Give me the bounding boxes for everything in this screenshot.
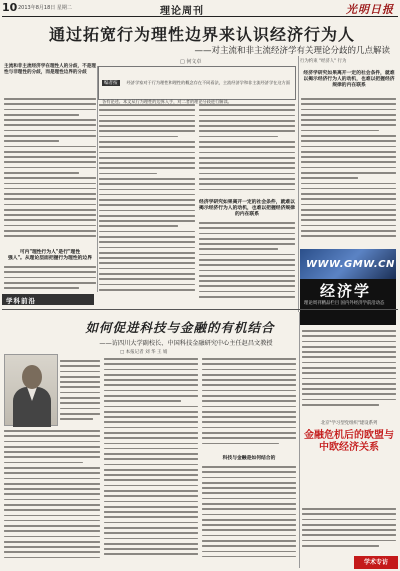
ad-url[interactable]: WWW.GMW.CN (306, 259, 395, 270)
article1-col-1 (4, 98, 96, 248)
date-line: 2013年8月18日 星期二 (18, 5, 72, 11)
page-number: 10 (2, 1, 18, 14)
article1-subtitle-1: 可内"理性行为人"是行"理性 强人"。从理论层面把握行为理性的边界 (7, 250, 93, 261)
ad-title: 经济学 (320, 282, 372, 300)
article1-byline: □ 何文卓 (180, 59, 202, 65)
article1-left-summary (4, 64, 96, 75)
book-ad-label: 北京"学习型党组织"建设系列 (320, 421, 378, 426)
column-banner: 学科前沿 (2, 294, 94, 305)
gmw-economics-ad[interactable] (300, 249, 396, 325)
right-column-heading: 经济学研究如果离开一定的社会条件，就难以揭示经济行为人的动机，也难以把握经济规律的内在联系 (303, 71, 395, 88)
editor-note-box (98, 66, 296, 104)
article1-col-3b (199, 222, 295, 306)
section-title: 理论周刊 (160, 6, 204, 17)
article1-subhead: ——对主流和非主流经济学有关理论分歧的几点解读 (194, 46, 390, 56)
article2-col-4 (302, 330, 396, 416)
interviewee-photo (4, 354, 58, 426)
editor-note-text: 经济学家对于行为理性和理性的概念存在不同看法，主流经济学和非主流经济学在这方面各有论述。本文从行为理性的边界入手，对二者的理论分歧进行解读。 (102, 80, 290, 104)
article2-inner-heading-1: 科技与金融是如何结合的 (222, 456, 276, 461)
right-column-text (301, 98, 396, 246)
masthead (2, 1, 398, 17)
left-summary-text: 主流和非主流经济学在理性人的分歧，不是理性与非理性的分歧，而是理性边界的分歧 (4, 64, 96, 75)
book-ad-title: 金融危机后的欧盟与中欧经济关系 (304, 430, 394, 453)
right-column-snippet: 行为约束 "经济人" 行为 (300, 59, 347, 64)
article2-subhead: ——访四川大学副校长、中国科技金融研究中心主任赵昌文教授 (99, 340, 273, 347)
article1-headline: 通过拓宽行为理性边界来认识经济行为人 (48, 25, 355, 44)
article2-col-2 (104, 358, 198, 568)
article1-col-3 (199, 104, 295, 199)
article2-headline: 如何促进科技与金融的有机结合 (85, 320, 275, 335)
article1-subtitle-2: 经济学研究如果离开一定的社会条件，就难以揭示经济行为人的动机，也难以把握经济规律的内在联系 (199, 200, 295, 217)
article2-col-4b (302, 508, 396, 552)
footer-badge: 学术专访 (354, 556, 398, 569)
article1-col-1b (4, 266, 96, 292)
article2-col-3 (202, 358, 296, 454)
article2-col-1 (4, 430, 100, 568)
article2-col-3b (202, 466, 296, 568)
article2-byline: □ 本报记者 刘 华 王 娟 (120, 350, 168, 355)
ad-subtitle: 理论周刊精品栏目 国内外经济学前沿动态 (304, 301, 385, 306)
article1-col-2 (99, 104, 195, 304)
editor-note-label: 编者按 (104, 81, 118, 86)
article2-col-0 (60, 360, 100, 424)
paper-logo: 光明日报 (346, 3, 394, 16)
book-ad[interactable] (302, 420, 396, 504)
